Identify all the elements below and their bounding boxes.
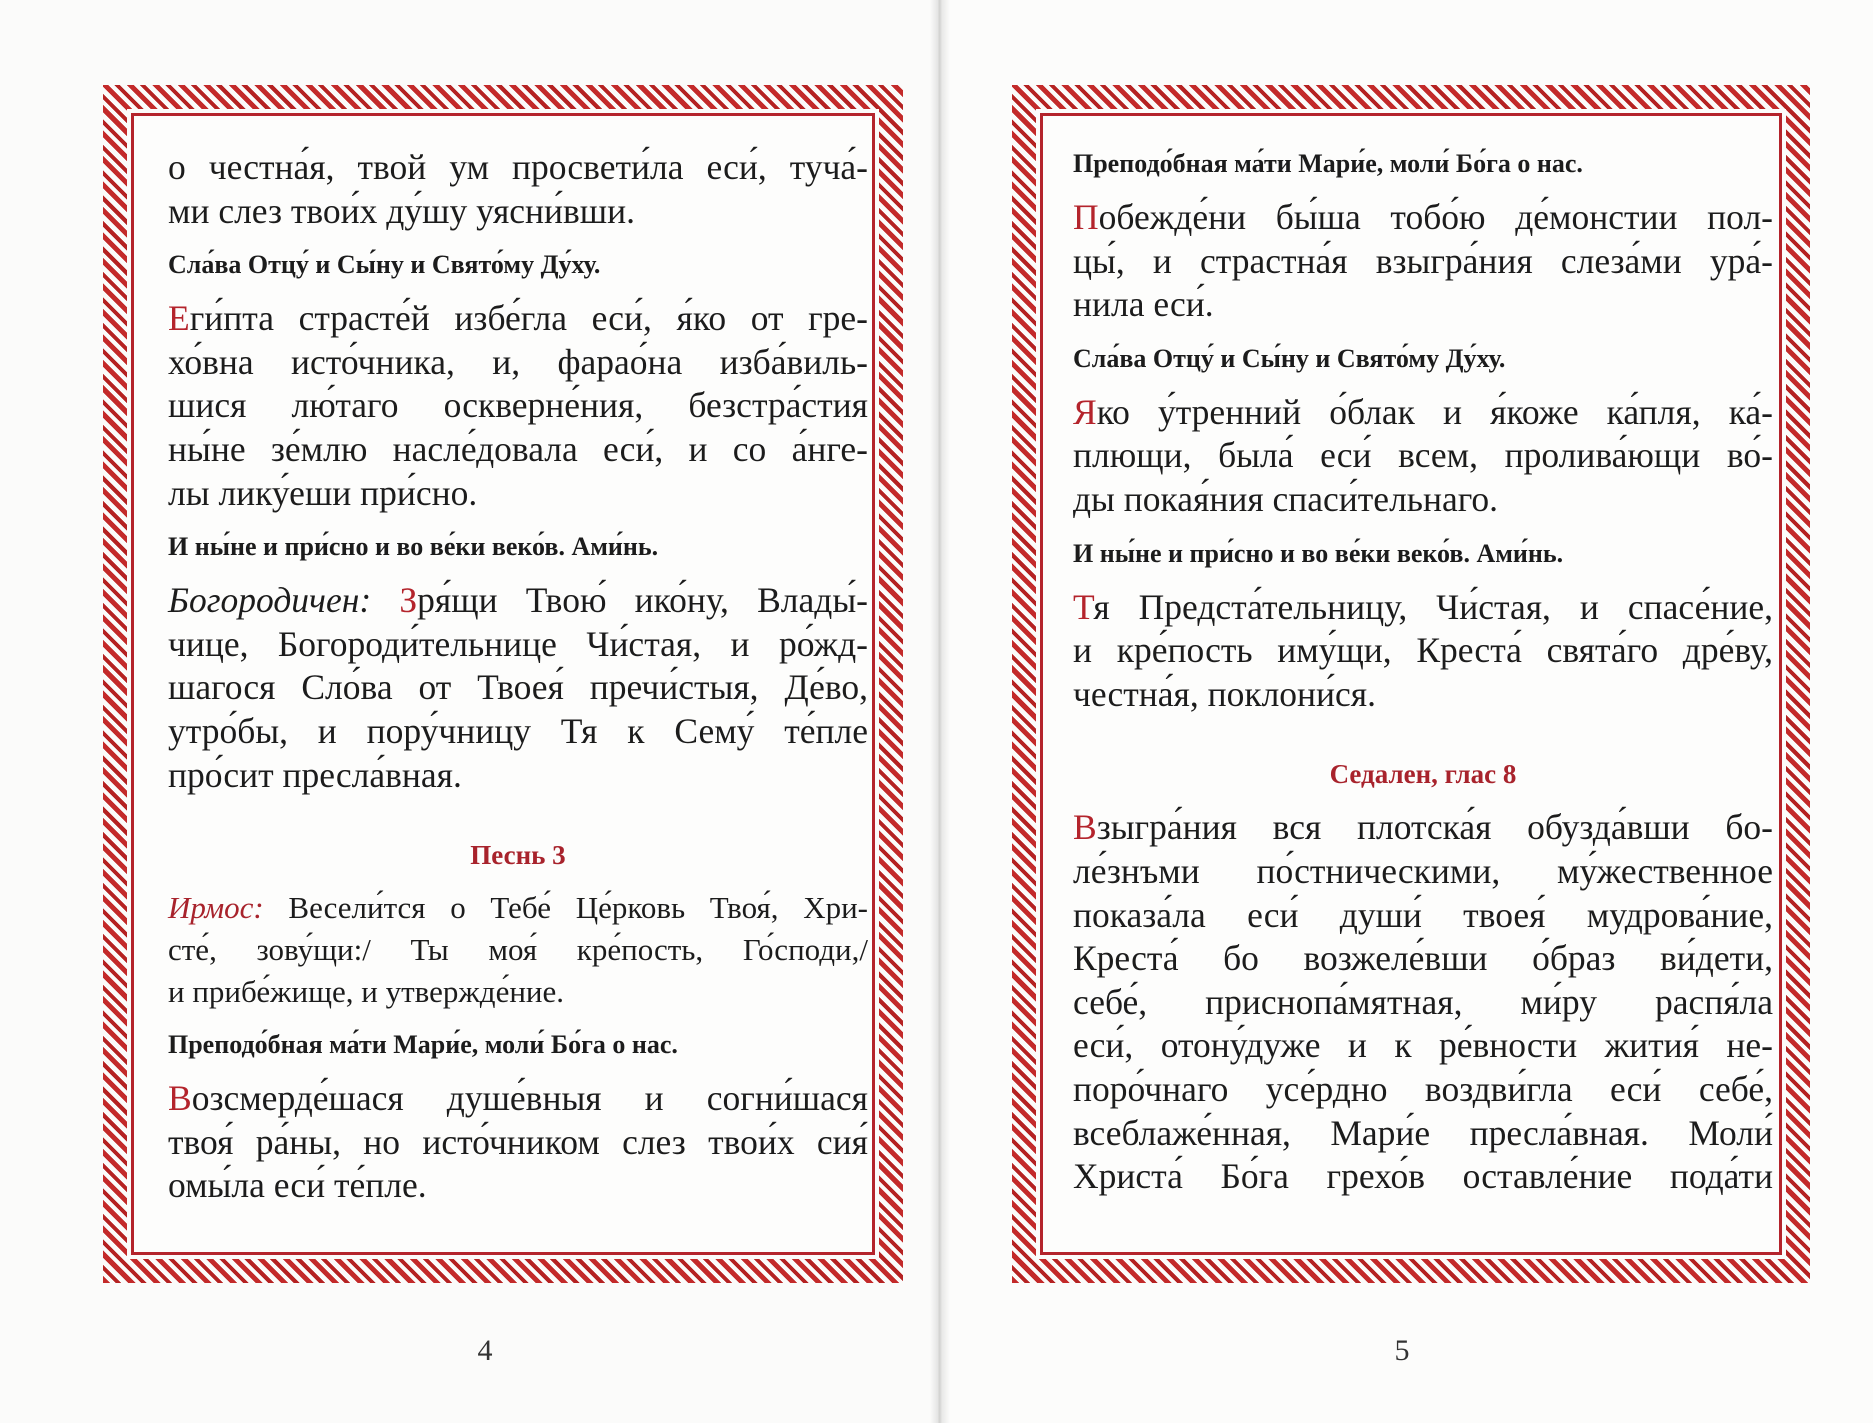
text-line: цы́, и страстна́я взыгра́ния слеза́ми ура́- <box>1073 240 1773 281</box>
refrain-line: Преподо́бная ма́ти Мари́е, моли́ Бо́га о нас. <box>1073 149 1583 178</box>
text-line: хо́вна исто́чника, и, фарао́на изба́виль- <box>168 341 868 382</box>
doxology-line: И ны́не и при́сно и во ве́ки веко́в. Ами́нь. <box>1073 538 1564 568</box>
paragraph <box>168 1077 868 1208</box>
text-line: обежде́ни бы́ша тобо́ю де́монстии пол- <box>1098 197 1773 237</box>
left-page-text <box>168 146 868 1208</box>
text-line: и прибе́жище, и утвержде́ние. <box>168 974 565 1010</box>
initial-letter: Т <box>1073 586 1094 627</box>
text-line: сте́, зову́щи:/ Ты моя́ кре́пость, Го́споди,/ <box>168 932 868 968</box>
text-line: ды покая́ния спаси́тельнаго. <box>1073 478 1499 519</box>
text-line: чице, Богороди́тельнице Чи́стая, и ро́жд- <box>168 623 868 664</box>
text-line: утро́бы, и пору́чницу Тя к Сему́ те́пле <box>168 710 868 751</box>
text-line: честна́я, поклони́ся. <box>1073 673 1377 714</box>
text-line: о честна́я, твой ум просвети́ла еси́, туча́- <box>168 147 868 187</box>
text-line: нила еси́. <box>1073 284 1214 325</box>
ornamental-frame-right <box>1012 85 1810 1283</box>
text-line: ко у́тренний о́блак и я́коже ка́пля, ка́- <box>1096 391 1773 432</box>
text-line: и кре́пость иму́щи, Креста́ свята́го дре́ву, <box>1073 630 1773 671</box>
text-line <box>1073 586 1773 630</box>
paragraph <box>1073 196 1773 327</box>
label-irmos: Ирмос: <box>168 890 264 926</box>
text-line: поро́чнаго усе́рдно воздви́гла еси́ себе́, <box>1073 1068 1773 1109</box>
page-number: 4 <box>477 1334 493 1367</box>
initial-letter: П <box>1073 197 1099 237</box>
text-line: омы́ла еси́ те́пле. <box>168 1165 427 1206</box>
text-line: себе́, приснопа́мятная, ми́ру распя́ла <box>1073 981 1773 1022</box>
paragraph <box>1073 586 1773 717</box>
text-line: озсмерде́шася душе́вныя и согни́шася <box>191 1078 868 1119</box>
text-line: зыгра́ния вся плотска́я обузда́вши бо- <box>1096 807 1773 848</box>
book-spine-shadow <box>930 0 950 1423</box>
text-line: ми слез твои́х ду́шу уясни́вши. <box>168 190 635 231</box>
paragraph <box>168 146 868 233</box>
text-line: про́сит пресла́вная. <box>168 754 462 795</box>
right-page-text <box>1073 146 1773 1199</box>
text-line <box>168 297 868 341</box>
initial-letter: Я <box>1073 391 1097 432</box>
doxology-line: Сла́ва Отцу́ и Сы́ну и Свято́му Ду́ху. <box>168 250 601 280</box>
text-line: ны́не зе́млю насле́довала еси́, и со а́нге- <box>168 428 868 469</box>
text-line: еси́, отону́дуже и к ре́вности жития́ не- <box>1073 1025 1773 1066</box>
text-line: всеблаже́нная, Мари́е пресла́вная. Моли́ <box>1073 1112 1773 1153</box>
text-line <box>1073 196 1773 240</box>
text-line <box>168 579 868 623</box>
text-line: Христа́ Бо́га грехо́в оставле́ние пода́ти <box>1073 1156 1773 1197</box>
page-number: 5 <box>1394 1334 1410 1367</box>
frame-inner-border <box>131 113 875 1255</box>
text-line <box>168 887 868 929</box>
text-line: лы лику́еши при́сно. <box>168 472 478 513</box>
text-line: ги́пта страсте́й избе́гла еси́, я́ко от гре- <box>189 298 868 339</box>
text-line: я Предста́тельницу, Чи́стая, и спасе́ние, <box>1093 586 1773 627</box>
paragraph <box>1073 391 1773 522</box>
text-line <box>1073 391 1773 435</box>
initial-letter: З <box>399 580 418 621</box>
section-heading: Песнь 3 <box>470 840 566 871</box>
text-line: ря́щи Твою́ ико́ну, Влады́- <box>417 580 868 621</box>
initial-letter: В <box>168 1078 192 1119</box>
ornamental-frame-left <box>103 85 903 1283</box>
text-line: шагося Сло́ва от Твоея́ пречи́стыя, Де́во, <box>168 667 868 708</box>
paragraph <box>168 579 868 797</box>
text-line <box>1073 806 1773 850</box>
text-line <box>168 1077 868 1121</box>
doxology-line: Сла́ва Отцу́ и Сы́ну и Свято́му Ду́ху. <box>1073 343 1506 373</box>
paragraph <box>168 887 868 1013</box>
text-line: плющи, была́ еси́ всем, пролива́ющи во́- <box>1073 435 1773 476</box>
doxology-line: И ны́не и при́сно и во ве́ки веко́в. Ами́нь. <box>168 532 659 562</box>
initial-letter: В <box>1073 807 1097 848</box>
section-heading: Седален, глас 8 <box>1329 759 1517 790</box>
paragraph <box>168 297 868 515</box>
initial-letter: Е <box>168 298 190 339</box>
label-theotokion: Богородичен: <box>168 580 372 621</box>
text-line: Креста́ бо возжеле́вши о́браз ви́дети, <box>1073 938 1773 979</box>
text-line: твоя́ ра́ны, но исто́чником слез твои́х сия́ <box>168 1121 868 1162</box>
frame-inner-border <box>1040 113 1782 1255</box>
text-line: шися лю́таго оскверне́ния, безстра́стия <box>168 385 868 426</box>
refrain-line: Преподо́бная ма́ти Мари́е, моли́ Бо́га о нас. <box>168 1030 678 1060</box>
text-line: Весели́тся о Тебе́ Це́рковь Твоя́, Хри- <box>288 890 868 926</box>
text-line: ле́знъми по́стническими, му́жественное <box>1073 850 1773 891</box>
paragraph <box>1073 806 1773 1198</box>
text-line: показа́ла еси́ души́ твоея́ мудрова́ние, <box>1073 894 1773 935</box>
